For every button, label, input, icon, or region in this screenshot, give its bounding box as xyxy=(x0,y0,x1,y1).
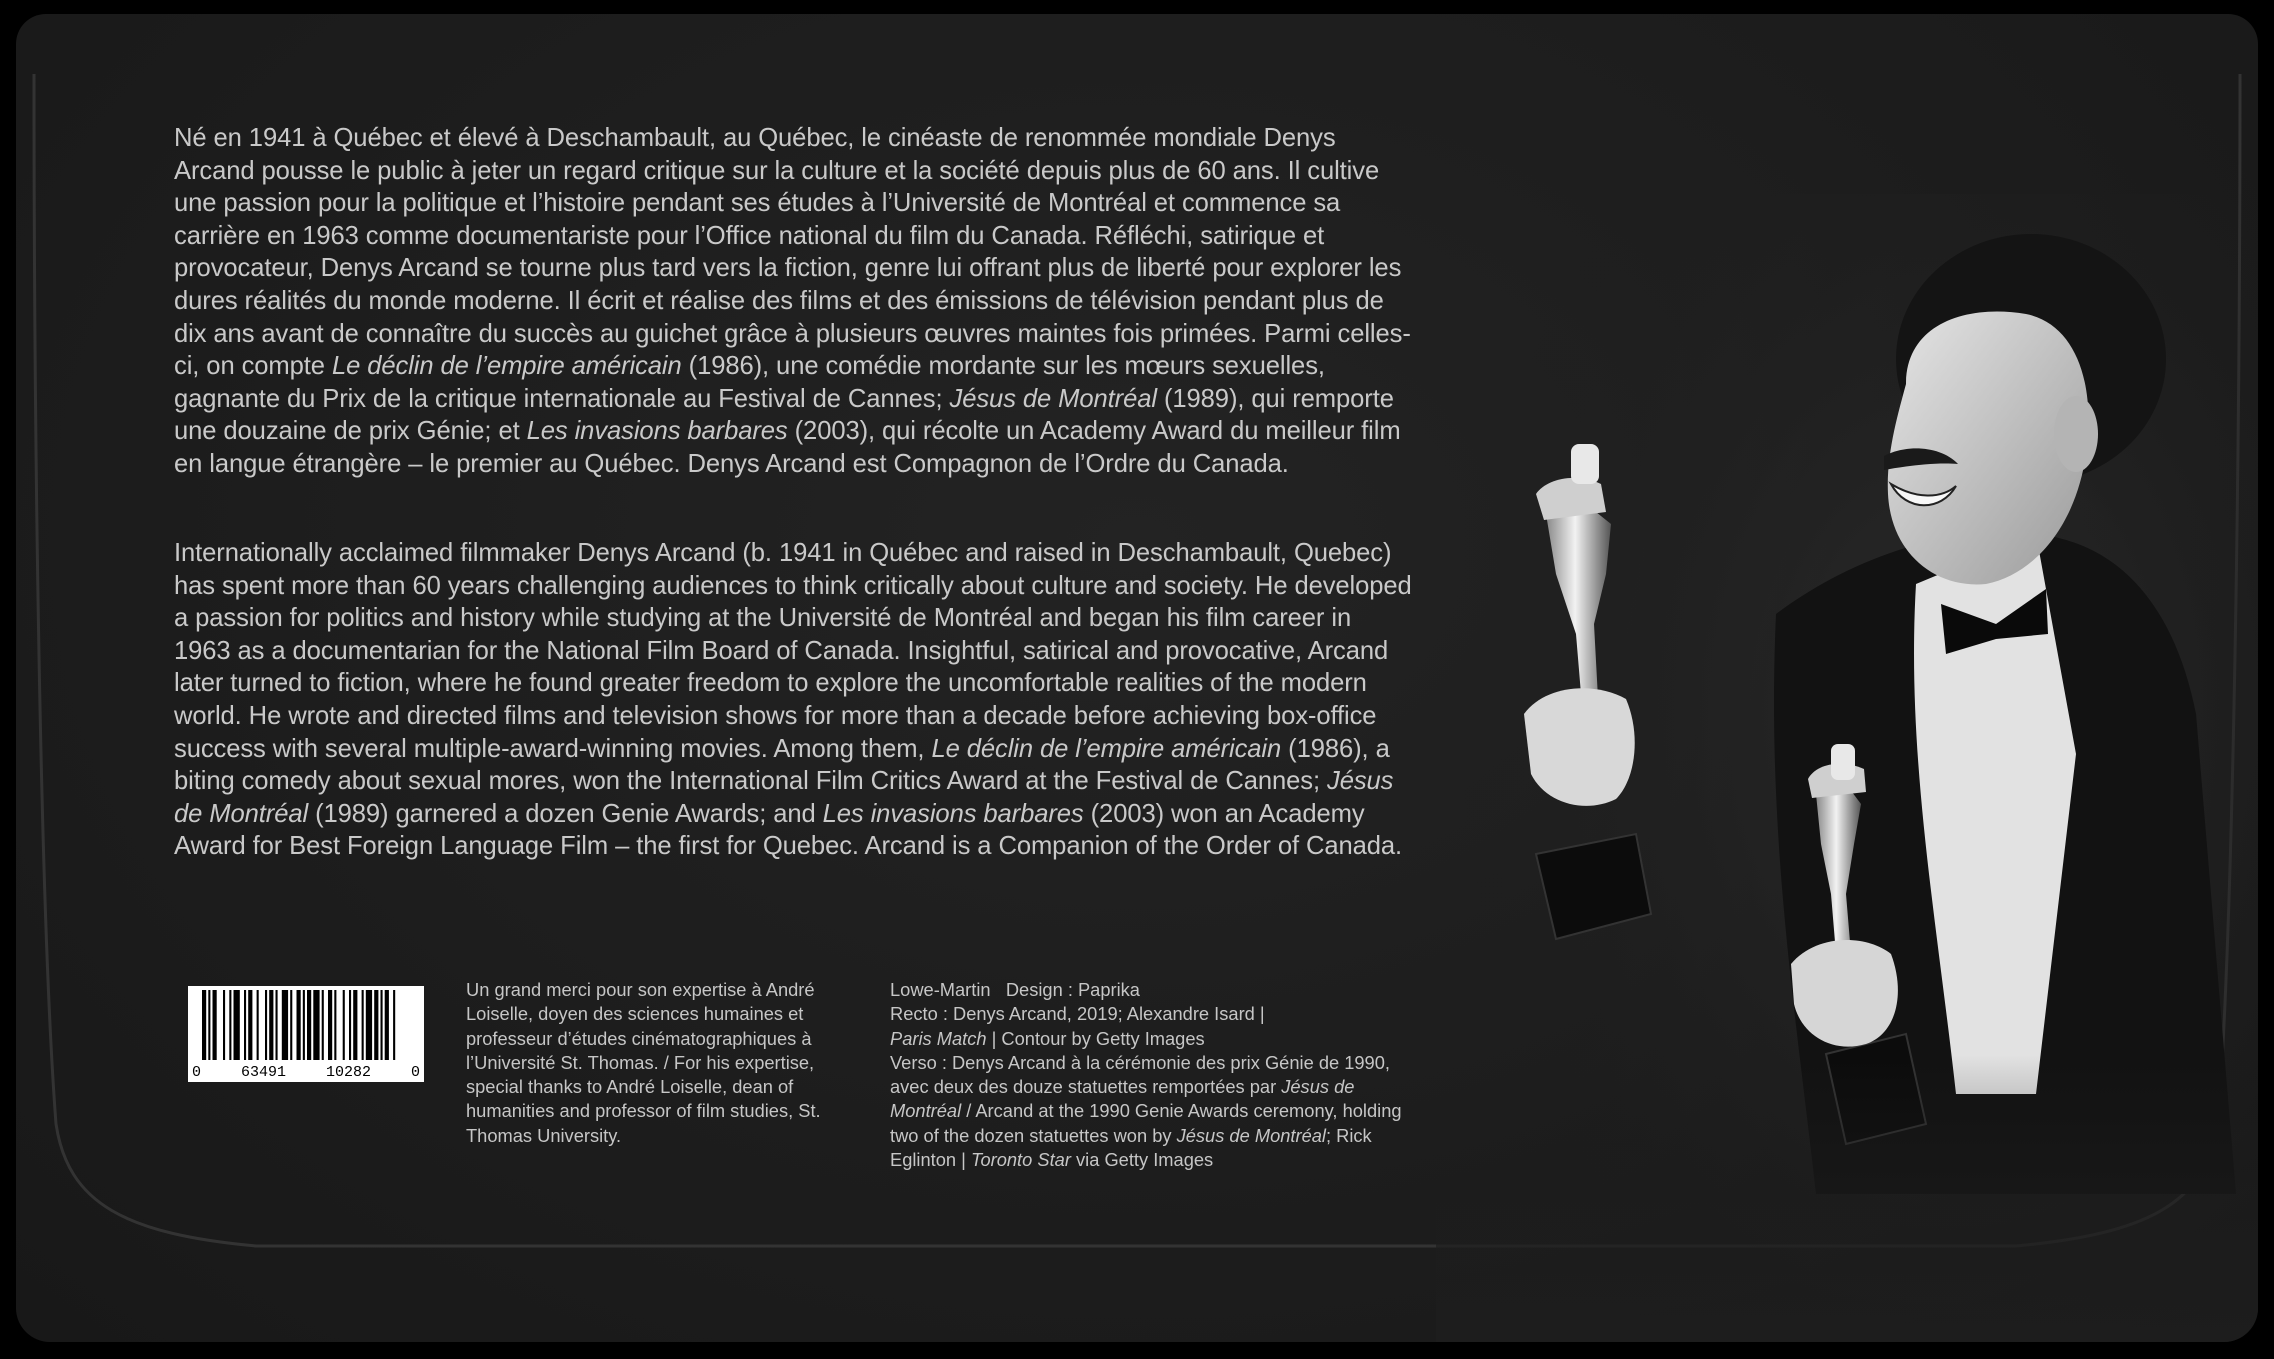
barcode-bar xyxy=(223,990,225,1060)
publication-name: Toronto Star xyxy=(970,1149,1071,1171)
barcode-bar xyxy=(213,990,217,1060)
french-bio-text: (1986), une comédie mordante sur les mœurs sexuelles, gagnante du Prix de la critique internationale au Festival de Cannes; xyxy=(174,352,1325,413)
french-bio-text: (1989), qui remporte une douzaine de prix Génie; et xyxy=(174,384,1394,446)
barcode-digits xyxy=(188,1064,424,1081)
barcode-bar xyxy=(349,990,351,1060)
barcode-digit-group: 63491 xyxy=(240,1064,286,1081)
barcode-bar xyxy=(353,990,357,1060)
verso-credit: / Arcand at the 1990 Genie Awards ceremony, holding two of the dozen statuettes won by xyxy=(890,1100,1402,1146)
barcode-bar xyxy=(244,990,246,1060)
french-biography xyxy=(174,122,1414,481)
recto-credit: Recto : Denys Arcand, 2019; Alexandre Isard | xyxy=(890,1003,1265,1025)
barcode-bar xyxy=(362,990,364,1060)
barcode-bar xyxy=(393,990,395,1060)
barcode-digit-group: 10282 xyxy=(325,1064,371,1081)
barcode-bar xyxy=(234,990,240,1060)
french-bio-text: (2003), qui récolte un Academy Award du meilleur film en langue étrangère – le premier au Québec. Denys Arcand est Compagnon de l’Ordre du Canada. xyxy=(174,417,1401,478)
barcode-bar xyxy=(313,990,319,1060)
barcode-bar xyxy=(276,990,278,1060)
barcode-bar xyxy=(265,990,267,1060)
film-title: Les invasions barbares xyxy=(526,417,788,446)
french-bio-text: Né en 1941 à Québec et élevé à Deschambault, au Québec, le cinéaste de renommée mondiale Denys Arcand pousse le public à jeter un regard critique sur la culture et la société depuis plus de 60 ans. Il cultive une passion pour la politique et l’histoire pendant ses études à l’Université de Montréal et commence sa carrière en 1963 comme documentariste pour l’Office national du film du Canada. Réfléchi, satirique et provocateur, Denys Arcand se tourne plus tard vers la fiction, genre lui offrant plus de liberté pour explorer les dures réalités du monde moderne. Il écrit et réalise des films et des émissions de télévision pendant plus de dix ans avant de connaître du succès au guichet grâce à plusieurs œuvres maintes fois primées. Parmi celles-ci, on compte xyxy=(174,124,1411,381)
barcode-bar xyxy=(229,990,231,1060)
english-bio-text: (1989) garnered a dozen Genie Awards; and xyxy=(308,799,823,828)
envelope-back xyxy=(16,14,2258,1342)
english-biography xyxy=(174,537,1414,863)
barcode-digit: 0 xyxy=(410,1064,420,1081)
verso-credit: ; Rick Eglinton | xyxy=(890,1124,1372,1171)
barcode-bar xyxy=(297,990,301,1060)
film-title: Le déclin de l’empire américain xyxy=(931,734,1282,763)
barcode-bar xyxy=(248,990,252,1060)
arcand-photo xyxy=(1436,194,2258,1342)
credits-text xyxy=(890,978,1430,1172)
barcode-bar xyxy=(374,990,378,1060)
barcode-bar xyxy=(290,990,292,1060)
barcode-bar xyxy=(303,990,305,1060)
barcode-bar xyxy=(202,990,206,1060)
film-title: Le déclin de l’empire américain xyxy=(331,352,682,381)
barcode-bar xyxy=(366,990,372,1060)
barcode-bar xyxy=(269,990,273,1060)
recto-credit: | Contour by Getty Images xyxy=(986,1027,1205,1049)
upc-barcode xyxy=(188,986,424,1082)
barcode-bar xyxy=(385,990,389,1060)
barcode-digit: 0 xyxy=(192,1064,202,1081)
barcode-bar xyxy=(208,990,210,1060)
english-bio-text: Internationally acclaimed filmmaker Denys Arcand (b. 1941 in Québec and raised in Deschambault, Quebec) has spent more than 60 years challenging audiences to think critically about culture and society. He developed a passion for politics and history while studying at the Université de Montréal and began his film career in 1963 as a documentarian for the National Film Board of Canada. Insightful, satirical and provocative, Arcand later turned to fiction, where he found greater freedom to explore the uncomfortable realities of the modern world. He wrote and directed films and television shows for more than a decade before achieving box-office success with several multiple-award-winning movies. Among them, xyxy=(174,539,1412,763)
barcode-bar xyxy=(343,990,345,1060)
design-credit: Design : Paprika xyxy=(1005,979,1140,1000)
barcode-bar xyxy=(381,990,383,1060)
barcode-bar xyxy=(328,990,332,1060)
barcode-bar xyxy=(334,990,336,1060)
barcode-bars xyxy=(188,986,424,1064)
film-title: Les invasions barbares xyxy=(822,799,1084,828)
publication-name: Paris Match xyxy=(890,1027,987,1049)
english-bio-text: (2003) won an Academy Award for Best Foreign Language Film – the first for Quebec. Arcand is a Companion of the Order of Canada. xyxy=(174,799,1403,861)
verso-credit: Verso : Denys Arcand à la cérémonie des prix Génie de 1990, avec deux des douze statuettes remportées par xyxy=(890,1051,1390,1098)
barcode-bar xyxy=(257,990,259,1060)
film-title: Jésus de Montréal xyxy=(174,767,1394,828)
film-title: Jésus de Montréal xyxy=(1176,1124,1326,1146)
verso-credit: via Getty Images xyxy=(1070,1149,1214,1171)
barcode-bar xyxy=(282,990,288,1060)
barcode-bar xyxy=(322,990,324,1060)
printer-credit: Lowe-Martin xyxy=(890,979,991,1000)
barcode-bar xyxy=(307,990,311,1060)
film-title: Jésus de Montréal xyxy=(949,384,1157,413)
acknowledgement-text: Un grand merci pour son expertise à André Loiselle, doyen des sciences humaines et professeur d’études cinématographiques à l’Université St. Thomas. / For his expertise, special thanks to André Loiselle, dean of humanities and professor of film studies, St. Thomas University. xyxy=(466,979,821,1146)
film-title: Jésus de Montréal xyxy=(890,1076,1355,1122)
english-bio-text: (1986), a biting comedy about sexual mores, won the International Film Critics Award at the Festival de Cannes; xyxy=(174,734,1390,796)
